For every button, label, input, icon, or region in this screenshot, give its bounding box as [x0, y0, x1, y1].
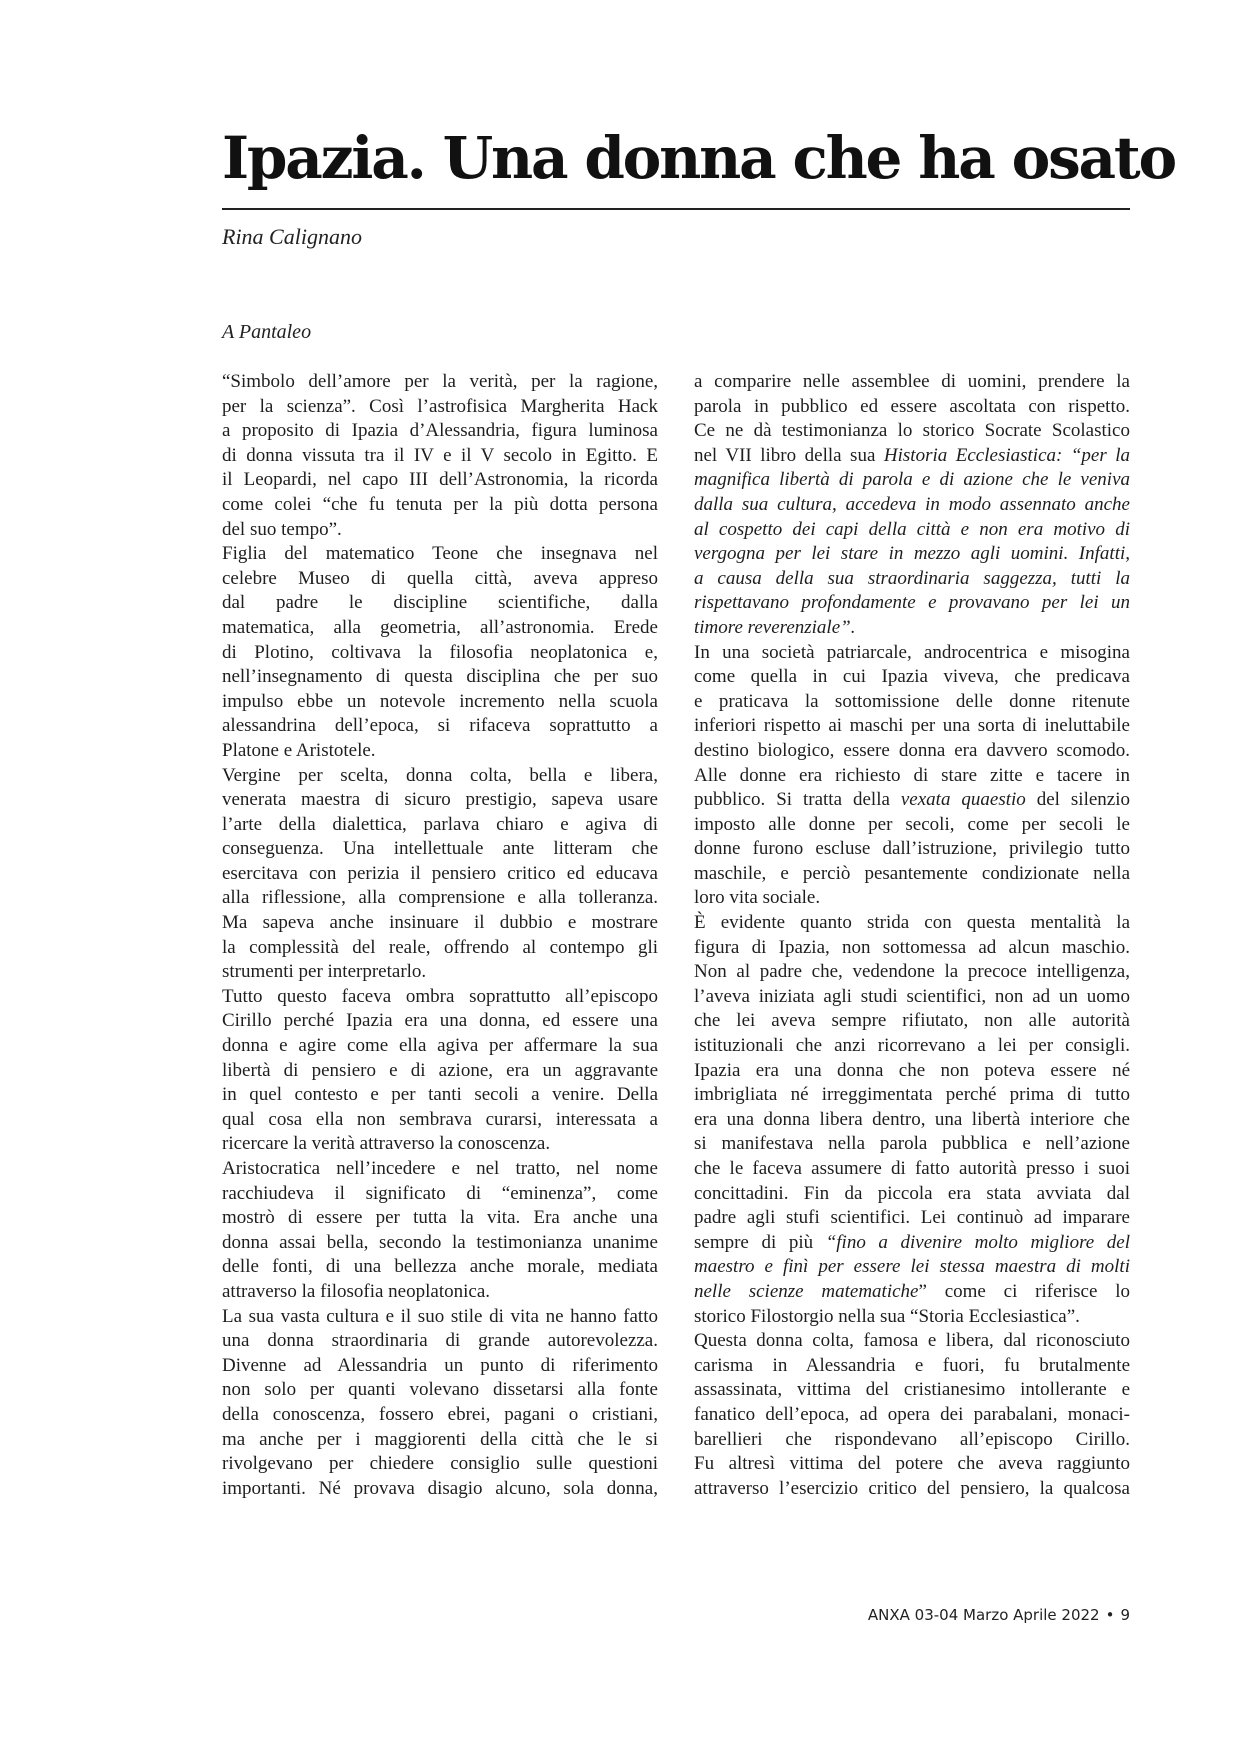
paragraph: È evidente quanto strida con questa mentalità la figura di Ipazia, non sottomessa ad alcun maschio. Non al padre che, vedendone la precoce intelligenza, l’aveva iniziata agli studi scientifici, non ad un uomo che lei aveva sempre rifiutato, non alle autorità istituzionali che anzi ricorrevano a lei per consigli. Ipazia era una donna che non poteva essere né imbrigliata né irreggimentata perché prima di tutto era una donna libera dentro, una libertà interiore che si manifestava nella parola pubblica e nell’azione che le faceva assumere di fatto autorità presso i suoi concittadini. Fin da piccola era stata avviata dal padre agli stufi scientifici. Lei continuò ad imparare sempre di più “fino a divenire molto migliore del maestro e finì per essere lei stessa maestra di molti nelle scienze matematiche” come ci riferisce lo storico Filostorgio nella sua “Storia Ecclesiastica”. — [694, 912, 1130, 1327]
article-dedication: A Pantaleo — [222, 321, 312, 343]
paragraph: “Simbolo dell’amore per la verità, per la ragione, per la scienza”. Così l’astrofisica Margherita Hack a proposito di Ipazia d’Alessandria, figura luminosa di donna vissuta tra il IV e il V secolo in Egitto. E il Leopardi, nel capo III dell’Astronomia, la ricorda come colei “che fu tenuta per la più dotta persona del suo tempo”. — [222, 371, 658, 540]
body-column-left — [222, 370, 658, 1501]
paragraph: a comparire nelle assemblee di uomini, prendere la parola in pubblico ed essere ascoltata con rispetto. Ce ne dà testimonianza lo storico Socrate Scolastico nel VII libro della sua Historia Ecclesiastica: “per la magnifica libertà di parola e di azione che le veniva dalla sua cultura, accedeva in modo assennato anche al cospetto dei capi della città e non era motivo di vergogna per lei stare in mezzo agli uomini. Infatti, a causa della sua straordinaria saggezza, tutti la rispettavano profondamente e provavano per lei un timore reverenziale”. — [694, 371, 1130, 638]
body-column-right — [694, 370, 1130, 1501]
paragraph: Tutto questo faceva ombra soprattutto all’episcopo Cirillo perché Ipazia era una donna, ed essere una donna e agire come ella agiva per affermare la sua libertà di pensiero e di azione, era un aggravante in quel contesto e per tanti secoli a venire. Della qual cosa ella non sembrava curarsi, interessata a ricercare la verità attraverso la conoscenza. — [222, 985, 658, 1155]
paragraph: In una società patriarcale, androcentrica e misogina come quella in cui Ipazia viveva, che predicava e praticava la sottomissione delle donne ritenute inferiori rispetto ai maschi per una sorta di ineluttabile destino biologico, essere donna era davvero scomodo. Alle donne era richiesto di stare zitte e tacere in pubblico. Si tratta della vexata quaestio del silenzio imposto alle donne per secoli, come per secoli le donne furono escluse dall’istruzione, privilegio tutto maschile, e perciò pesantemente condizionate nella loro vita sociale. — [694, 641, 1130, 909]
paragraph: Vergine per scelta, donna colta, bella e libera, venerata maestra di sicuro prestigio, sapeva usare l’arte della dialettica, parlava chiaro e agiva di conseguenza. Una intellettuale ante litteram che esercitava con perizia il pensiero critico ed educava alla riflessione, alla comprensione e alla tolleranza. Ma sapeva anche insinuare il dubbio e mostrare la complessità del reale, offrendo al contempo gli strumenti per interpretarlo. — [222, 764, 658, 983]
article-author: Rina Calignano — [222, 224, 362, 249]
paragraph: Figlia del matematico Teone che insegnava nel celebre Museo di quella città, aveva appreso dal padre le discipline scientifiche, dalla matematica, alla geometria, all’astronomia. Erede di Plotino, coltivava la filosofia neoplatonica e, nell’insegnamento di questa disciplina che per suo impulso ebbe un notevole incremento nella scuola alessandrina dell’epoca, si rifaceva soprattutto a Platone e Aristotele. — [222, 543, 658, 761]
page-number: 9 — [1120, 1606, 1130, 1624]
paragraph: Aristocratica nell’incedere e nel tratto, nel nome racchiudeva il significato di “eminenza”, come mostrò di essere per tutta la vita. Era anche una donna assai bella, secondo la testimonianza unanime delle fonti, di una bellezza anche morale, mediata attraverso la filosofia neoplatonica. — [222, 1158, 658, 1302]
footer-separator: • — [1105, 1606, 1115, 1624]
publication-name: ANXA 03-04 Marzo Aprile 2022 — [867, 1606, 1100, 1624]
paragraph: La sua vasta cultura e il suo stile di vita ne hanno fatto una donna straordinaria di grande autorevolezza. Divenne ad Alessandria un punto di riferimento non solo per quanti volevano dissetarsi alla fonte della conoscenza, fossero ebrei, pagani o cristiani, ma anche per i maggiorenti della città che le si rivolgevano per chiedere consiglio sulle questioni importanti. Né provava disagio alcuno, sola donna, — [222, 1305, 658, 1499]
paragraph: Questa donna colta, famosa e libera, dal riconosciuto carisma in Alessandria e fuori, fu brutalmente assassinata, vittima del cristianesimo intollerante e fanatico dell’epoca, ad opera dei parabalani, monaci- barellieri che rispondevano all’episcopo Cirillo. Fu altresì vittima del potere che aveva raggiunto attraverso l’esercizio critico del pensiero, la qualcosa — [694, 1330, 1130, 1499]
article-title: Ipazia. Una donna che ha osato — [222, 124, 1175, 192]
page-footer — [868, 1606, 1130, 1624]
title-divider — [222, 208, 1130, 210]
